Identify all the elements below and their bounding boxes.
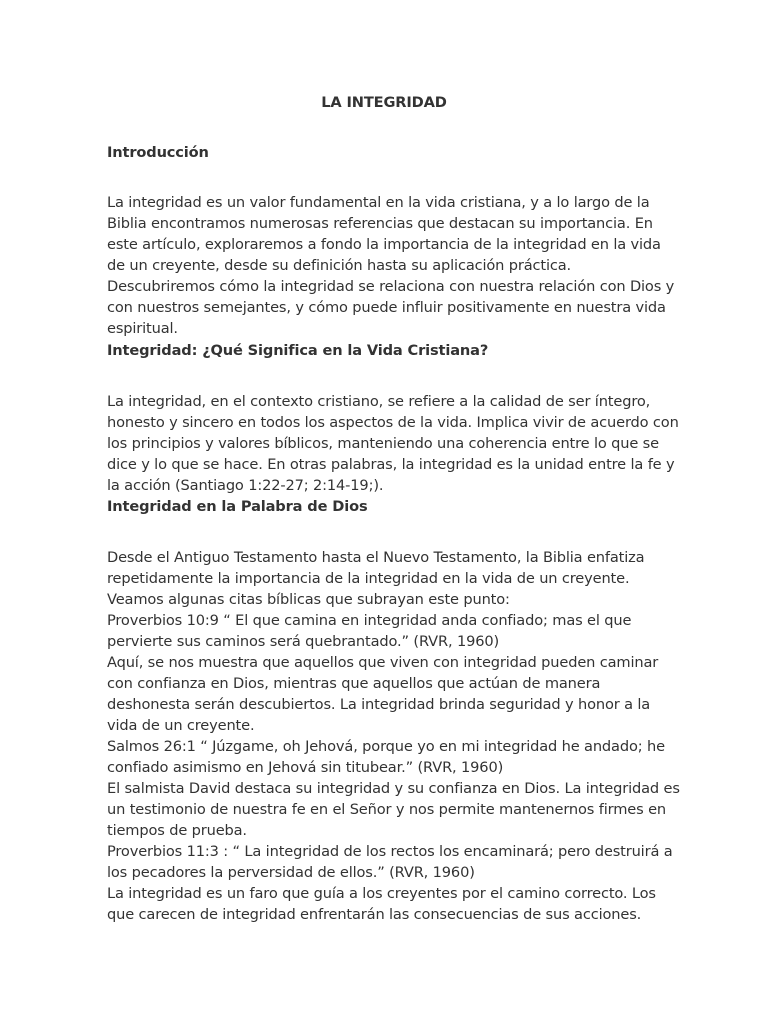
bible-quote-line: Proverbios 11:3 : “ La integridad de los rectos los encaminará; pero destruirá a [107, 843, 673, 860]
paragraph-line: espiritual. [107, 320, 178, 337]
bible-quote-line: pervierte sus caminos será quebrantado.” (RVR, 1960) [107, 633, 500, 650]
paragraph-line: honesto y sincero en todos los aspectos de la vida. Implica vivir de acuerdo con [107, 414, 679, 431]
paragraph-line: la acción (Santiago 1:22-27; 2:14-19;). [107, 477, 384, 494]
bible-quote-line: Proverbios 10:9 “ El que camina en integridad anda confiado; mas el que [107, 612, 632, 629]
paragraph-line: este artículo, exploraremos a fondo la importancia de la integridad en la vida [107, 236, 661, 253]
paragraph-line: La integridad es un valor fundamental en la vida cristiana, y a lo largo de la [107, 194, 650, 211]
paragraph-palabra-de-dios [107, 547, 680, 925]
paragraph-line: El salmista David destaca su integridad y su confianza en Dios. La integridad es [107, 780, 680, 797]
paragraph-line: La integridad es un faro que guía a los creyentes por el camino correcto. Los [107, 885, 656, 902]
paragraph-line: repetidamente la importancia de la integridad en la vida de un creyente. [107, 570, 630, 587]
paragraph-line: que carecen de integridad enfrentarán las consecuencias de sus acciones. [107, 906, 642, 923]
heading-palabra-de-dios: Integridad en la Palabra de Dios [107, 498, 368, 515]
paragraph-line: Biblia encontramos numerosas referencias que destacan su importancia. En [107, 215, 653, 232]
paragraph-line: vida de un creyente. [107, 717, 255, 734]
paragraph-line: Aquí, se nos muestra que aquellos que viven con integridad pueden caminar [107, 654, 659, 671]
paragraph-line: los principios y valores bíblicos, manteniendo una coherencia entre lo que se [107, 435, 659, 452]
document-title: LA INTEGRIDAD [321, 94, 447, 111]
paragraph-introduccion [107, 192, 675, 339]
paragraph-line: tiempos de prueba. [107, 822, 247, 839]
paragraph-line: dice y lo que se hace. En otras palabras, la integridad es la unidad entre la fe y [107, 456, 675, 473]
heading-significado: Integridad: ¿Qué Significa en la Vida Cristiana? [107, 342, 489, 359]
paragraph-line: con confianza en Dios, mientras que aquellos que actúan de manera [107, 675, 601, 692]
paragraph-line: Veamos algunas citas bíblicas que subrayan este punto: [107, 591, 510, 608]
paragraph-line: de un creyente, desde su definición hasta su aplicación práctica. [107, 257, 572, 274]
bible-quote-line: confiado asimismo en Jehová sin titubear.” (RVR, 1960) [107, 759, 504, 776]
bible-quote-line: los pecadores la perversidad de ellos.” (RVR, 1960) [107, 864, 475, 881]
bible-quote-line: Salmos 26:1 “ Júzgame, oh Jehová, porque yo en mi integridad he andado; he [107, 738, 665, 755]
paragraph-line: La integridad, en el contexto cristiano, se refiere a la calidad de ser íntegro, [107, 393, 651, 410]
paragraph-line: deshonesta serán descubiertos. La integridad brinda seguridad y honor a la [107, 696, 651, 713]
heading-introduccion: Introducción [107, 144, 209, 161]
paragraph-line: con nuestros semejantes, y cómo puede influir positivamente en nuestra vida [107, 299, 666, 316]
paragraph-line: Descubriremos cómo la integridad se relaciona con nuestra relación con Dios y [107, 278, 675, 295]
paragraph-line: Desde el Antiguo Testamento hasta el Nuevo Testamento, la Biblia enfatiza [107, 549, 645, 566]
paragraph-significado [107, 391, 679, 496]
paragraph-line: un testimonio de nuestra fe en el Señor y nos permite mantenernos firmes en [107, 801, 666, 818]
